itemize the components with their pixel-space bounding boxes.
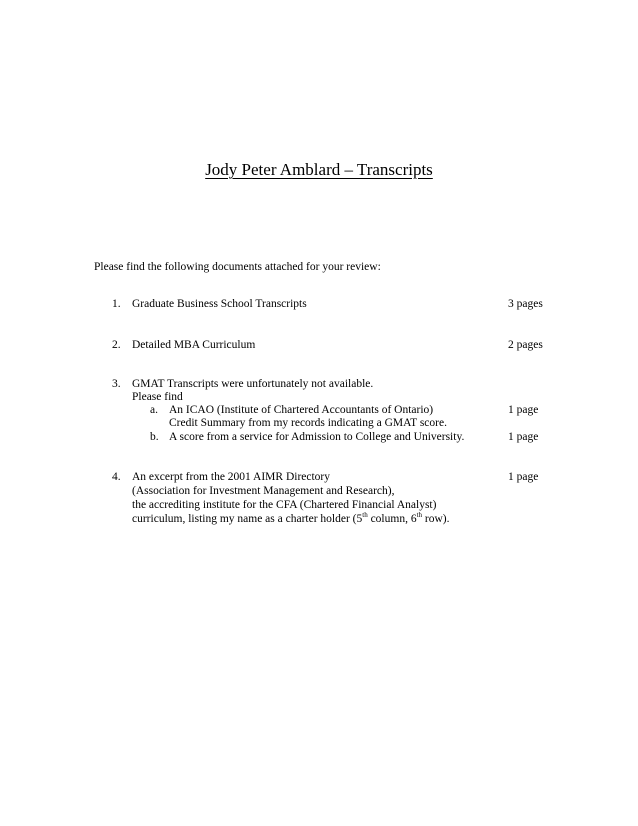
item-2-text: Detailed MBA Curriculum xyxy=(132,339,256,351)
item-3b-label: b. xyxy=(150,431,159,443)
item-3b-line-1: A score from a service for Admission to College and University. xyxy=(169,431,465,443)
item-1-text: Graduate Business School Transcripts xyxy=(132,298,307,310)
item-4-line-4-part-c: row). xyxy=(422,513,450,525)
item-3a-line-1: An ICAO (Institute of Chartered Accountants of Ontario) xyxy=(169,404,434,416)
item-4-sup-2: th xyxy=(416,511,423,520)
item-4-line-3: the accrediting institute for the CFA (Chartered Financial Analyst) xyxy=(132,499,437,511)
item-4-line-2: (Association for Investment Management and Research), xyxy=(132,485,395,497)
item-4-sup-1: th xyxy=(362,511,368,520)
item-4-line-1: An excerpt from the 2001 AIMR Directory xyxy=(132,471,331,483)
item-3-line-1: GMAT Transcripts were unfortunately not available. xyxy=(132,378,374,390)
item-2-number: 2. xyxy=(112,339,121,351)
page-title: Jody Peter Amblard – Transcripts xyxy=(205,160,433,179)
item-4-line-4 xyxy=(132,512,450,526)
item-3a-line-2: Credit Summary from my records indicating a GMAT score. xyxy=(169,417,447,429)
item-4-line-4-part-b: column, 6 xyxy=(367,513,417,525)
item-3-number: 3. xyxy=(112,378,121,390)
item-3-line-2: Please find xyxy=(132,391,183,403)
item-3a-pages: 1 page xyxy=(508,404,539,416)
item-3b-pages: 1 page xyxy=(508,431,539,443)
item-4-number: 4. xyxy=(112,471,121,483)
item-1-number: 1. xyxy=(112,298,121,310)
item-4-line-4-part-a: curriculum, listing my name as a charter holder (5 xyxy=(132,513,363,525)
item-3a-label: a. xyxy=(150,404,158,416)
intro-text: Please find the following documents attached for your review: xyxy=(94,261,381,273)
item-1-pages: 3 pages xyxy=(508,298,543,310)
item-2-pages: 2 pages xyxy=(508,339,543,351)
item-4-pages: 1 page xyxy=(508,471,539,483)
